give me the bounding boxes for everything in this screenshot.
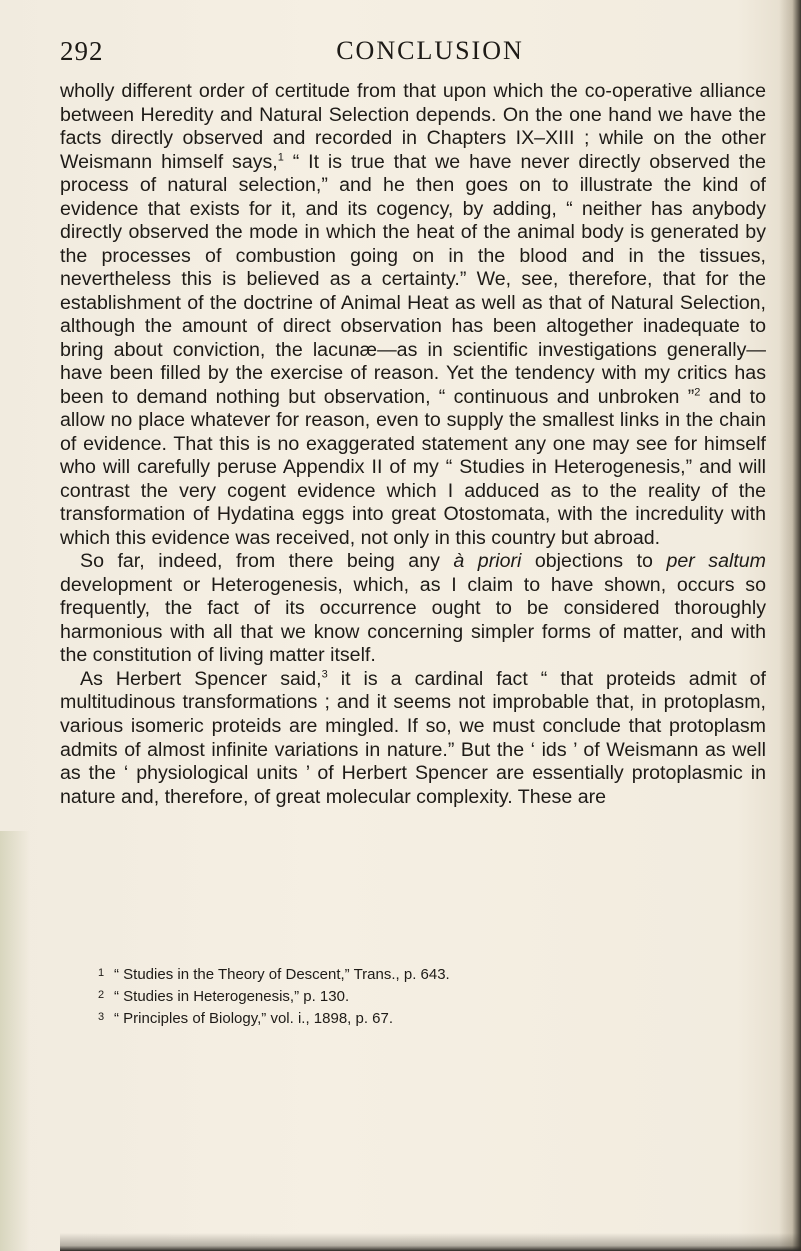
paragraph-2-text-b: objections to <box>521 550 667 572</box>
footnote-1 <box>98 963 718 985</box>
body-text <box>60 80 766 810</box>
paragraph-2-text-a: So far, indeed, from there being any <box>80 550 454 572</box>
footnote-text: “ Studies in the Theory of Descent,” Trans., p. 643. <box>114 966 450 983</box>
footnote-text: “ Studies in Heterogenesis,” p. 130. <box>114 988 350 1005</box>
paragraph-1-text-a: wholly different order of certitude from that upon which the co-operative alliance between Heredity and Natural Selection depends. On the one hand we have the facts directly observed and recorded in Chapters IX–XIII ; while on the other Weismann himself says, <box>60 80 766 173</box>
paragraph-1-text-c: and to allow no place whatever for reason, even to supply the smallest links in the chain of evidence. That this is no exaggerated statement any one may see for himself who will carefully peruse Appendix II of my “ Studies in Heterogenesis,” and will contrast the very cogent evidence which I adduced as to the reality of the transformation of Hydatina eggs into great Otostomata, with the incredulity with which this evidence was received, not only in this country but abroad. <box>60 385 767 549</box>
footnote-text: “ Principles of Biology,” vol. i., 1898, p. 67. <box>114 1010 394 1027</box>
paragraph-2 <box>60 550 766 668</box>
paragraph-2-text-c: development or Heterogenesis, which, as I claim to have shown, occurs so frequently, the fact of its occurrence ought to be considered thoroughly harmonious with all that we know concerning simpler forms of matter, and with the constitution of living matter itself. <box>60 573 766 666</box>
footnote-3 <box>98 1007 718 1029</box>
italic-per-saltum: per saltum <box>666 550 766 572</box>
page-header <box>60 36 760 72</box>
paragraph-1 <box>60 80 766 550</box>
bottom-edge-shadow <box>60 1233 801 1251</box>
footnote-mark: 1 <box>98 967 105 979</box>
footnote-mark: 2 <box>98 989 105 1001</box>
footnote-ref-3: 3 <box>321 667 328 680</box>
italic-a-priori: à priori <box>453 550 522 572</box>
page-edge-shadow <box>779 0 801 1251</box>
footnotes <box>98 963 718 1029</box>
footnote-ref-2: 2 <box>694 385 701 398</box>
paragraph-3-text-a: As Herbert Spencer said, <box>80 667 322 690</box>
footnote-2 <box>98 985 718 1007</box>
paragraph-3-text-b: it is a cardinal fact “ that proteids admit of multitudinous transformations ; and it seems not improbable that, in protoplasm, various isomeric proteids are mingled. If so, we must conclude that protoplasm admits of almost infinite variations in nature.” But the ‘ ids ’ of Weismann as well as the ‘ physiological units ’ of Herbert Spencer are essentially protoplasmic in nature and, therefore, of great molecular complexity. These are <box>60 667 766 809</box>
footnote-ref-1: 1 <box>277 150 284 163</box>
page-stain <box>0 831 30 1251</box>
footnote-mark: 3 <box>98 1011 105 1023</box>
paragraph-1-text-b: “ It is true that we have never directly observed the process of natural selection,” and he then goes on to illustrate the kind of evidence that exists for it, and its cogency, by adding, “ neither has anybody directly observed the mode in which the heat of the animal body is generated by the processes of combustion going on in the blood and in the tissues, nevertheless this is believed as a certainty.” We, see, therefore, that for the establishment of the doctrine of Animal Heat as well as that of Natural Selection, although the amount of direct observation has been altogether inadequate to bring about conviction, the lacunæ—as in scientific investigations generally—have been filled by the exercise of reason. Yet the tendency with my critics has been to demand nothing but observation, “ continuous and unbroken ” <box>60 150 766 408</box>
running-title: CONCLUSION <box>336 36 524 65</box>
paragraph-3 <box>60 668 766 810</box>
page-number: 292 <box>60 36 104 66</box>
